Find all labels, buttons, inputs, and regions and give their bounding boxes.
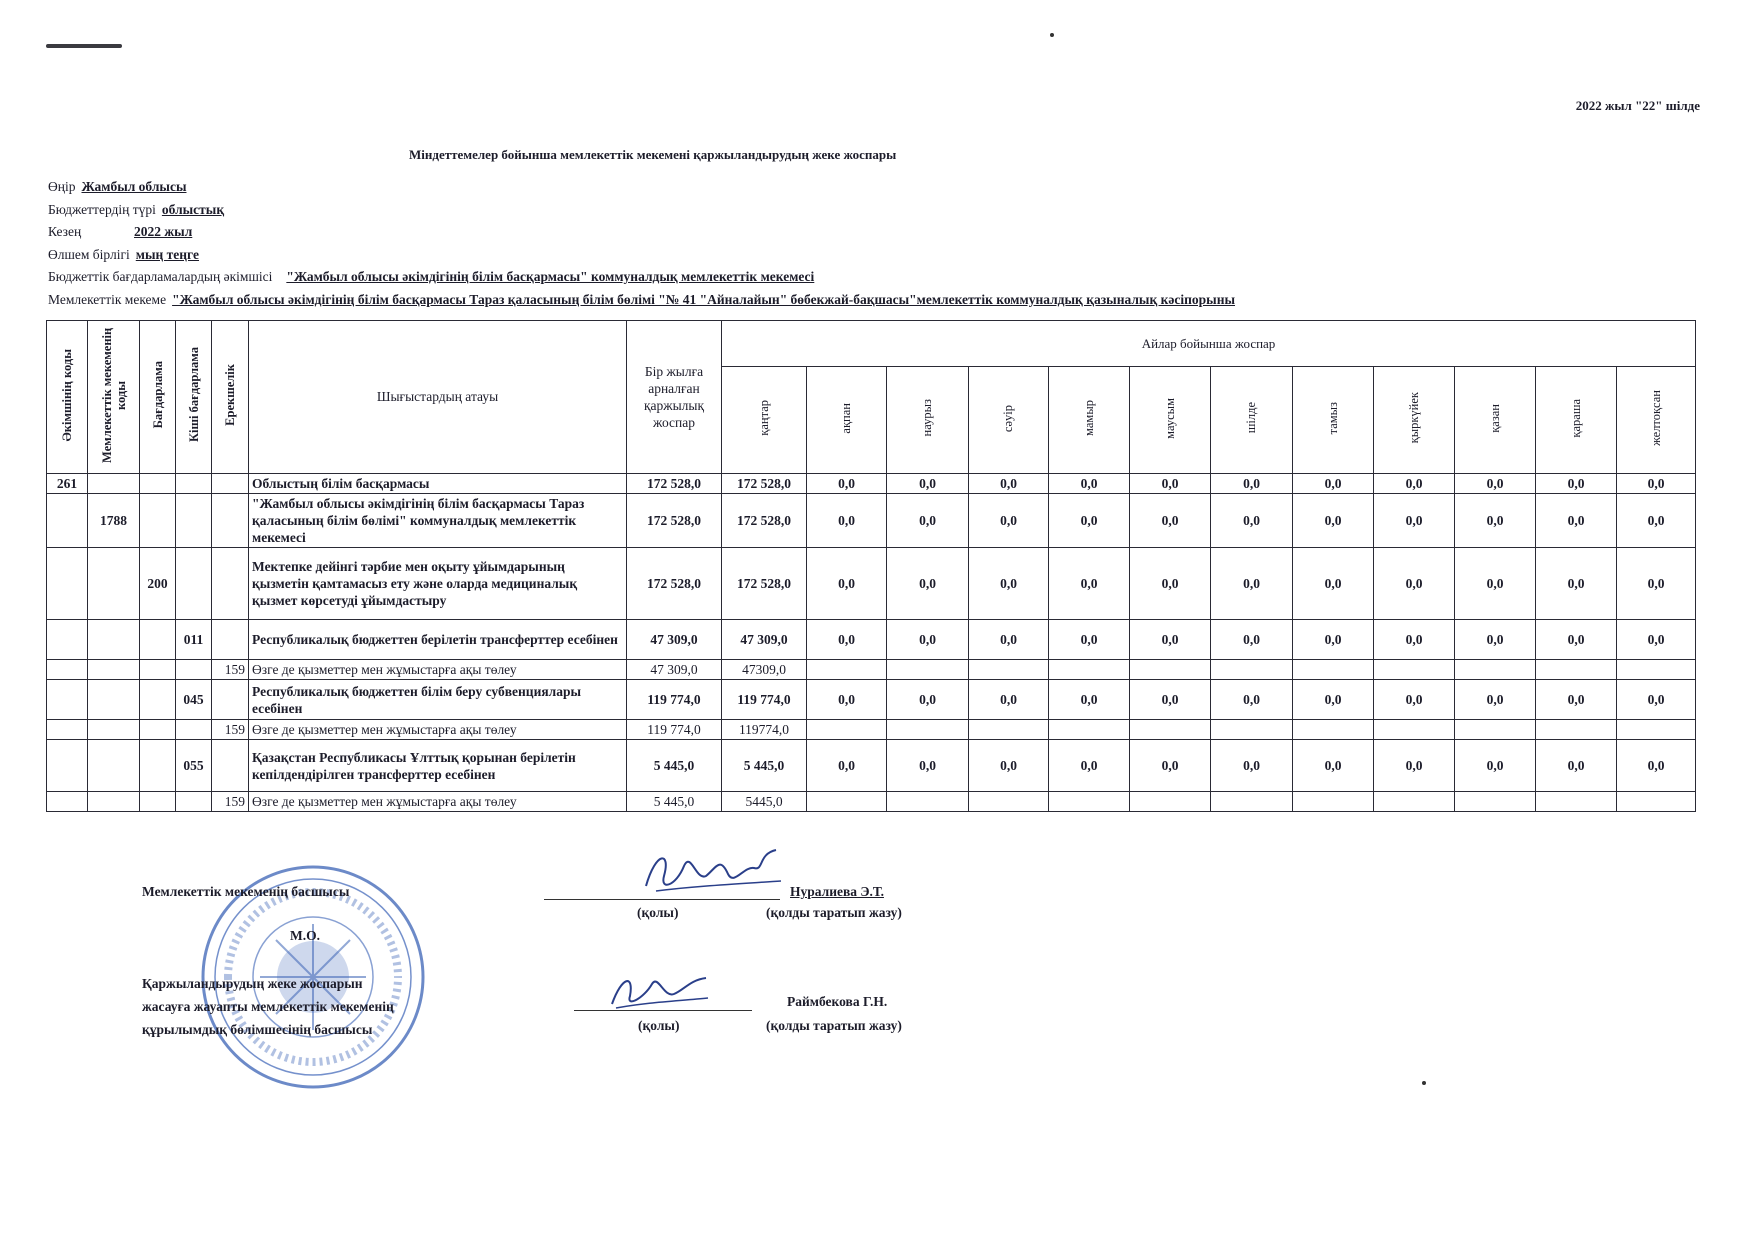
month-value-cell: 0,0 (1617, 740, 1696, 792)
table-row (47, 494, 1696, 548)
month-value-cell: 0,0 (1536, 620, 1617, 660)
month-value-cell: 0,0 (1617, 474, 1696, 494)
month-value-cell: 0,0 (887, 474, 969, 494)
month-value-cell: 0,0 (1293, 740, 1374, 792)
annual-plan-cell: 5 445,0 (627, 792, 722, 812)
month-value-cell: 0,0 (1293, 474, 1374, 494)
month-value-cell: 0,0 (1211, 740, 1293, 792)
month-value-cell: 0,0 (969, 740, 1049, 792)
code-cell (88, 474, 140, 494)
month-value-cell (1455, 792, 1536, 812)
col-header-expense-name: Шығыстардың атауы (249, 321, 627, 474)
month-value-cell: 119774,0 (722, 720, 807, 740)
meta-unit: Өлшем бірлігі мың теңге (48, 246, 200, 262)
month-value-cell: 0,0 (1617, 620, 1696, 660)
month-value-cell: 0,0 (1130, 620, 1211, 660)
month-value-cell: 0,0 (1536, 494, 1617, 548)
month-value-cell (887, 720, 969, 740)
month-value-cell (1293, 660, 1374, 680)
month-value-cell: 0,0 (1211, 680, 1293, 720)
month-header: қазан (1455, 367, 1536, 474)
month-value-cell: 0,0 (1374, 474, 1455, 494)
code-cell (88, 680, 140, 720)
month-value-cell: 0,0 (1130, 680, 1211, 720)
month-value-cell: 0,0 (1455, 548, 1536, 620)
month-value-cell: 0,0 (969, 620, 1049, 660)
code-cell (47, 660, 88, 680)
table-row (47, 740, 1696, 792)
code-cell (140, 660, 176, 680)
planner-sign-caption: (қолы) (638, 1018, 680, 1033)
code-cell (212, 494, 249, 548)
code-cell (88, 720, 140, 740)
month-value-cell (1293, 720, 1374, 740)
code-cell: 1788 (88, 494, 140, 548)
month-header: сәуір (969, 367, 1049, 474)
annual-plan-cell: 119 774,0 (627, 680, 722, 720)
month-value-cell (807, 792, 887, 812)
planner-label-line-1: Қаржыландырудың жеке жоспарын (142, 976, 363, 991)
month-value-cell (1130, 660, 1211, 680)
month-value-cell: 0,0 (1211, 548, 1293, 620)
expense-name-cell: Республикалық бюджеттен білім беру субвенциялары есебінен (249, 680, 627, 720)
month-value-cell (1211, 660, 1293, 680)
month-value-cell: 0,0 (1374, 740, 1455, 792)
code-cell (176, 474, 212, 494)
month-value-cell: 47309,0 (722, 660, 807, 680)
table-row (47, 680, 1696, 720)
month-value-cell: 0,0 (1293, 680, 1374, 720)
month-value-cell: 0,0 (1374, 494, 1455, 548)
month-value-cell: 0,0 (1049, 620, 1130, 660)
code-cell: 055 (176, 740, 212, 792)
month-value-cell (1293, 792, 1374, 812)
month-value-cell (1536, 720, 1617, 740)
code-cell (212, 474, 249, 494)
code-cell (47, 680, 88, 720)
head-name-caption: (қолды таратып жазу) (766, 905, 902, 920)
annual-plan-cell: 172 528,0 (627, 548, 722, 620)
month-header: ақпан (807, 367, 887, 474)
month-value-cell (1374, 660, 1455, 680)
code-cell (212, 620, 249, 660)
planner-label-line-3: құрылымдық бөлімшесінің басшысы (142, 1022, 373, 1037)
month-value-cell: 0,0 (969, 474, 1049, 494)
code-cell: 011 (176, 620, 212, 660)
month-value-cell: 0,0 (1536, 474, 1617, 494)
month-value-cell (1049, 792, 1130, 812)
financing-plan-table (46, 320, 1696, 812)
month-header: қараша (1536, 367, 1617, 474)
month-header: наурыз (887, 367, 969, 474)
code-cell (140, 680, 176, 720)
month-value-cell: 0,0 (1293, 548, 1374, 620)
month-value-cell: 0,0 (807, 740, 887, 792)
month-header: шілде (1211, 367, 1293, 474)
code-cell (88, 740, 140, 792)
annual-plan-cell: 172 528,0 (627, 474, 722, 494)
month-value-cell: 0,0 (1211, 620, 1293, 660)
month-value-cell: 0,0 (887, 494, 969, 548)
head-sign-caption: (қолы) (637, 905, 679, 920)
code-cell (47, 494, 88, 548)
code-cell (176, 660, 212, 680)
planner-label-line-2: жасауға жауапты мемлекеттік мекеменің (142, 999, 394, 1014)
scan-speck (1050, 33, 1054, 37)
table-row-specific (47, 720, 1696, 740)
month-value-cell: 0,0 (1211, 474, 1293, 494)
code-cell: 200 (140, 548, 176, 620)
code-cell (47, 620, 88, 660)
month-value-cell: 0,0 (1130, 548, 1211, 620)
month-value-cell: 0,0 (1374, 620, 1455, 660)
month-header: қаңтар (722, 367, 807, 474)
col-header-admin-code: Әкімшінің коды (47, 321, 88, 474)
code-cell (176, 792, 212, 812)
col-header-program: Бағдарлама (140, 321, 176, 474)
month-value-cell: 0,0 (1455, 680, 1536, 720)
month-value-cell (1211, 720, 1293, 740)
month-value-cell (807, 720, 887, 740)
month-value-cell (807, 660, 887, 680)
stamp-place-label: М.О. (290, 928, 320, 943)
month-header: мамыр (1049, 367, 1130, 474)
month-header: желтоқсан (1617, 367, 1696, 474)
table-row (47, 474, 1696, 494)
month-value-cell: 0,0 (1536, 680, 1617, 720)
month-value-cell: 0,0 (1455, 620, 1536, 660)
expense-name-cell: Өзге де қызметтер мен жұмыстарға ақы төлеу (249, 720, 627, 740)
meta-institution: Мемлекеттік мекеме "Жамбыл облысы әкімдігінің білім басқармасы Тараз қаласының білім бөлімі "№ 41 "Айналайын" бөбекжай-бақшасы"мемлекеттік коммуналдық қазыналық кәсіпорыны (48, 291, 1236, 307)
month-value-cell: 0,0 (1536, 548, 1617, 620)
month-value-cell: 0,0 (969, 548, 1049, 620)
annual-plan-cell: 119 774,0 (627, 720, 722, 740)
month-value-cell: 0,0 (887, 548, 969, 620)
code-cell (88, 548, 140, 620)
month-value-cell: 0,0 (1211, 494, 1293, 548)
planner-signature (604, 968, 714, 1016)
month-header: қыркүйек (1374, 367, 1455, 474)
expense-name-cell: "Жамбыл облысы әкімдігінің білім басқармасы Тараз қаласының білім бөлімі" коммуналдық мемлекеттік мекемесі (249, 494, 627, 548)
month-value-cell: 47 309,0 (722, 620, 807, 660)
month-value-cell: 0,0 (1049, 680, 1130, 720)
col-header-monthly-plan: Айлар бойынша жоспар (722, 321, 1696, 367)
month-value-cell: 0,0 (1455, 740, 1536, 792)
month-header: маусым (1130, 367, 1211, 474)
month-value-cell (1617, 660, 1696, 680)
meta-admin: Бюджеттік бағдарламалардың әкімшісі "Жамбыл облысы әкімдігінің білім басқармасы" коммуналдық мемлекеттік мекемесі (48, 269, 815, 284)
code-cell: 261 (47, 474, 88, 494)
month-value-cell (1049, 720, 1130, 740)
month-value-cell: 172 528,0 (722, 548, 807, 620)
code-cell: 159 (212, 720, 249, 740)
month-value-cell: 0,0 (1455, 494, 1536, 548)
code-cell (140, 740, 176, 792)
code-cell (47, 792, 88, 812)
col-header-subprogram: Кіші бағдарлама (176, 321, 212, 474)
month-value-cell: 0,0 (1617, 548, 1696, 620)
meta-period: Кезең 2022 жыл (48, 224, 193, 239)
expense-name-cell: Облыстың білім басқармасы (249, 474, 627, 494)
month-value-cell (1536, 792, 1617, 812)
month-value-cell (1374, 792, 1455, 812)
head-signature (636, 846, 786, 906)
month-value-cell: 0,0 (1536, 740, 1617, 792)
table-row (47, 620, 1696, 660)
table-row (47, 548, 1696, 620)
code-cell (212, 680, 249, 720)
month-value-cell: 0,0 (887, 680, 969, 720)
scan-artifact-bar (46, 44, 122, 48)
month-value-cell (1049, 660, 1130, 680)
code-cell: 159 (212, 792, 249, 812)
month-value-cell: 172 528,0 (722, 474, 807, 494)
month-value-cell: 0,0 (1130, 494, 1211, 548)
meta-region: Өңір Жамбыл облысы (48, 179, 187, 194)
code-cell: 045 (176, 680, 212, 720)
expense-name-cell: Мектепке дейінгі тәрбие мен оқыту ұйымдарының қызметін қамтамасыз ету және оларда медициналық қызмет көрсетуді ұйымдастыру (249, 548, 627, 620)
col-header-institution-code: Мемлекеттік мекеменің коды (88, 321, 140, 474)
month-value-cell (1617, 720, 1696, 740)
month-value-cell: 5445,0 (722, 792, 807, 812)
month-value-cell (1617, 792, 1696, 812)
month-value-cell: 0,0 (807, 474, 887, 494)
code-cell (140, 620, 176, 660)
month-value-cell: 0,0 (969, 494, 1049, 548)
code-cell (176, 548, 212, 620)
scan-speck (1422, 1081, 1426, 1085)
month-value-cell: 119 774,0 (722, 680, 807, 720)
table-row-specific (47, 660, 1696, 680)
code-cell (88, 620, 140, 660)
month-value-cell: 0,0 (1293, 620, 1374, 660)
annual-plan-cell: 5 445,0 (627, 740, 722, 792)
month-value-cell: 0,0 (1293, 494, 1374, 548)
code-cell (176, 494, 212, 548)
month-value-cell: 0,0 (1049, 474, 1130, 494)
annual-plan-cell: 47 309,0 (627, 620, 722, 660)
month-value-cell (1455, 660, 1536, 680)
expense-name-cell: Республикалық бюджеттен берілетін трансферттер есебінен (249, 620, 627, 660)
expense-name-cell: Өзге де қызметтер мен жұмыстарға ақы төлеу (249, 792, 627, 812)
month-value-cell (887, 792, 969, 812)
code-cell: 159 (212, 660, 249, 680)
month-value-cell (969, 660, 1049, 680)
header-row-top (47, 321, 1696, 367)
month-value-cell: 0,0 (1455, 474, 1536, 494)
code-cell (140, 792, 176, 812)
planner-name: Раймбекова Г.Н. (787, 994, 888, 1009)
month-value-cell: 0,0 (807, 620, 887, 660)
document-title: Міндеттемелер бойынша мемлекеттік мекемені қаржыландырудың жеке жоспары (409, 147, 897, 162)
code-cell (47, 740, 88, 792)
month-value-cell: 172 528,0 (722, 494, 807, 548)
month-value-cell (1455, 720, 1536, 740)
month-value-cell: 0,0 (1130, 740, 1211, 792)
annual-plan-cell: 47 309,0 (627, 660, 722, 680)
code-cell (140, 494, 176, 548)
expense-name-cell: Қазақстан Республикасы Ұлттық қорынан берілетін кепілдендірілген трансферттер есебінен (249, 740, 627, 792)
month-header: тамыз (1293, 367, 1374, 474)
meta-budget-type: Бюджеттердің түрі облыстық (48, 201, 225, 217)
month-value-cell: 0,0 (1049, 494, 1130, 548)
planner-name-caption: (қолды таратып жазу) (766, 1018, 902, 1033)
month-value-cell (1130, 792, 1211, 812)
month-value-cell (1374, 720, 1455, 740)
month-value-cell: 0,0 (807, 494, 887, 548)
table-row-specific (47, 792, 1696, 812)
month-value-cell: 0,0 (1374, 548, 1455, 620)
code-cell (212, 740, 249, 792)
table-body (47, 474, 1696, 812)
month-value-cell: 0,0 (887, 620, 969, 660)
month-value-cell: 0,0 (1049, 548, 1130, 620)
head-name: Нуралиева Э.Т. (790, 884, 884, 899)
document-meta (48, 176, 1235, 311)
document-date: 2022 жыл "22" шілде (1575, 98, 1700, 113)
month-value-cell: 0,0 (1049, 740, 1130, 792)
code-cell (47, 548, 88, 620)
month-value-cell (969, 720, 1049, 740)
month-value-cell: 5 445,0 (722, 740, 807, 792)
expense-name-cell: Өзге де қызметтер мен жұмыстарға ақы төлеу (249, 660, 627, 680)
annual-plan-cell: 172 528,0 (627, 494, 722, 548)
month-value-cell (969, 792, 1049, 812)
month-value-cell: 0,0 (1374, 680, 1455, 720)
code-cell (140, 720, 176, 740)
code-cell (88, 660, 140, 680)
col-header-specific: Ерекшелік (212, 321, 249, 474)
code-cell (47, 720, 88, 740)
month-value-cell: 0,0 (1130, 474, 1211, 494)
month-value-cell (887, 660, 969, 680)
month-value-cell (1211, 792, 1293, 812)
code-cell (88, 792, 140, 812)
month-value-cell: 0,0 (807, 680, 887, 720)
month-value-cell: 0,0 (969, 680, 1049, 720)
month-value-cell: 0,0 (807, 548, 887, 620)
month-value-cell: 0,0 (1617, 494, 1696, 548)
month-value-cell: 0,0 (887, 740, 969, 792)
code-cell (140, 474, 176, 494)
head-label: Мемлекеттік мекеменің басшысы (142, 884, 350, 899)
code-cell (212, 548, 249, 620)
col-header-annual-plan: Бір жылға арналған қаржылық жоспар (627, 321, 722, 474)
month-value-cell (1130, 720, 1211, 740)
month-value-cell: 0,0 (1617, 680, 1696, 720)
code-cell (176, 720, 212, 740)
month-value-cell (1536, 660, 1617, 680)
